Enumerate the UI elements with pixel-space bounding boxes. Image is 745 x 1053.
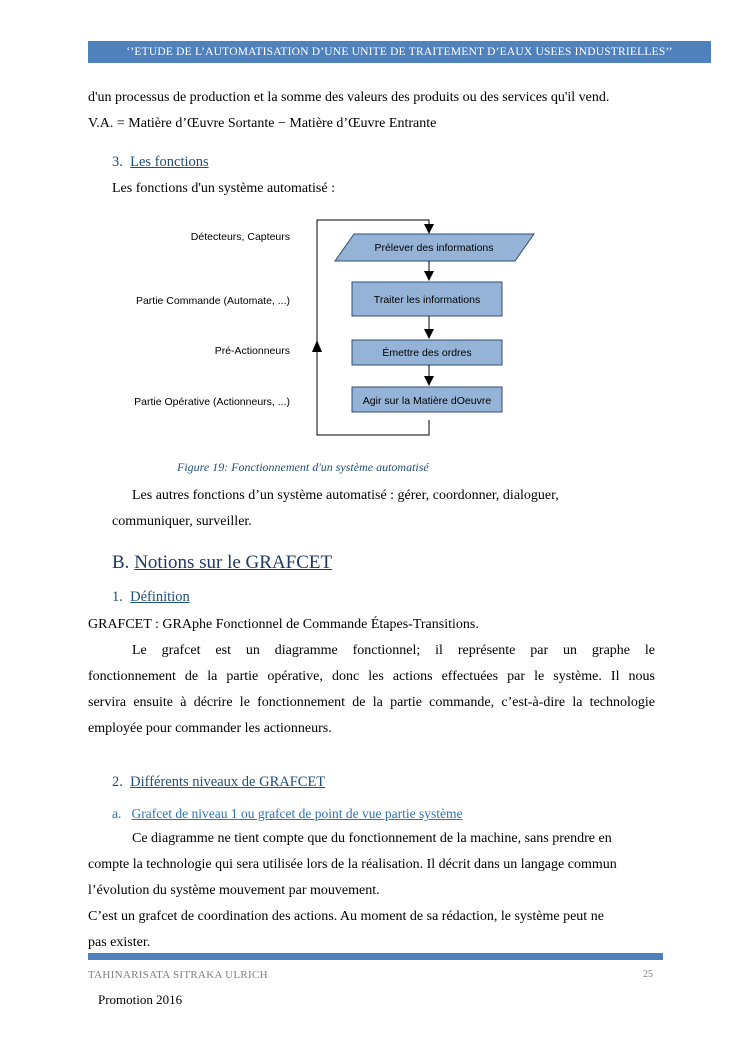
niveau-1-heading [112, 805, 463, 823]
niveaux-title: Différents niveaux de GRAFCET [130, 774, 326, 790]
definition-para-line-4: employée pour commander les actionneurs. [88, 721, 332, 736]
section-3-number: 3. [112, 154, 123, 170]
section-b-letter: B. [112, 552, 130, 573]
section-3-lead: Les fonctions d'un système automatisé : [112, 181, 335, 196]
section-3-title: Les fonctions [130, 154, 209, 170]
label-detecteurs: Détecteurs, Capteurs [190, 231, 290, 243]
section-3-heading [112, 153, 209, 171]
box-prelever-label: Prélever des informations [374, 242, 494, 254]
niveau-1-para-line-4: C’est un grafcet de coordination des actions. Au moment de sa rédaction, le système peut ne [88, 909, 604, 924]
definition-number: 1. [112, 589, 123, 605]
label-partie-commande: Partie Commande (Automate, ...) [135, 295, 290, 307]
section-b-title: Notions sur le GRAFCET [134, 552, 333, 573]
definition-title: Définition [130, 589, 190, 605]
autres-line-2: communiquer, surveiller. [112, 514, 252, 529]
niveau-1-para-line-3: l’évolution du système mouvement par mouvement. [88, 883, 380, 898]
niveau-1-letter: a. [112, 806, 122, 821]
label-partie-operative: Partie Opérative (Actionneurs, ...) [134, 396, 290, 408]
definition-heading [112, 588, 190, 606]
arrow-1 [424, 271, 434, 281]
niveau-1-para-line-2: compte la technologie qui sera utilisée lors de la réalisation. Il décrit dans un langage commun [88, 857, 617, 872]
autres-line-1: Les autres fonctions d’un système automatisé : gérer, coordonner, dialoguer, [132, 488, 559, 503]
arrow-2 [424, 329, 434, 339]
niveau-1-title: Grafcet de niveau 1 ou grafcet de point de vue partie système [131, 806, 463, 821]
box-agir-label: Agir sur la Matière dOeuvre [362, 395, 492, 407]
definition-para-line-2: fonctionnement de la partie opérative, donc les actions effectuées par le système. Il nous [88, 669, 655, 684]
grafcet-acronym: GRAFCET : GRAphe Fonctionnel de Commande Étapes-Transitions. [88, 617, 479, 632]
running-header-title: ‘’ETUDE DE L’AUTOMATISATION D’UNE UNITE DE TRAITEMENT D’EAUX USEES INDUSTRIELLES’’ [126, 46, 673, 58]
intro-line-1: d'un processus de production et la somme des valeurs des produits ou des services qu'il vend. [88, 90, 610, 105]
section-b-heading [112, 552, 332, 574]
niveau-1-para-line-5: pas exister. [88, 935, 151, 950]
box-traiter-label: Traiter les informations [373, 294, 481, 306]
value-added-formula: V.A. = Matière d’Œuvre Sortante − Matière d’Œuvre Entrante [88, 116, 437, 131]
footer-promotion: Promotion 2016 [98, 992, 183, 1007]
running-header [88, 41, 711, 63]
loop-up-arrowhead [312, 340, 322, 352]
box-emettre-label: Émettre des ordres [382, 347, 472, 359]
footer-author: TAHINARISATA SITRAKA ULRICH [88, 969, 268, 981]
label-pre-actionneurs: Pré-Actionneurs [214, 345, 290, 357]
automated-system-diagram [120, 210, 550, 442]
niveaux-number: 2. [112, 774, 123, 790]
page-number: 25 [643, 969, 653, 980]
footer-rule [88, 953, 663, 960]
arrow-3 [424, 376, 434, 386]
niveaux-heading [112, 773, 325, 791]
niveau-1-para-line-1: Ce diagramme ne tient compte que du fonctionnement de la machine, sans prendre en [132, 831, 612, 846]
definition-para-line-1: Le grafcet est un diagramme fonctionnel; il représente par un graphe le [132, 643, 655, 658]
loop-top-arrowhead [424, 224, 434, 234]
figure-19-caption: Figure 19: Fonctionnement d'un système automatisé [177, 460, 429, 474]
definition-para-line-3: servira ensuite à décrire le fonctionnement de la partie commande, c’est-à-dire la technologie [88, 695, 655, 710]
